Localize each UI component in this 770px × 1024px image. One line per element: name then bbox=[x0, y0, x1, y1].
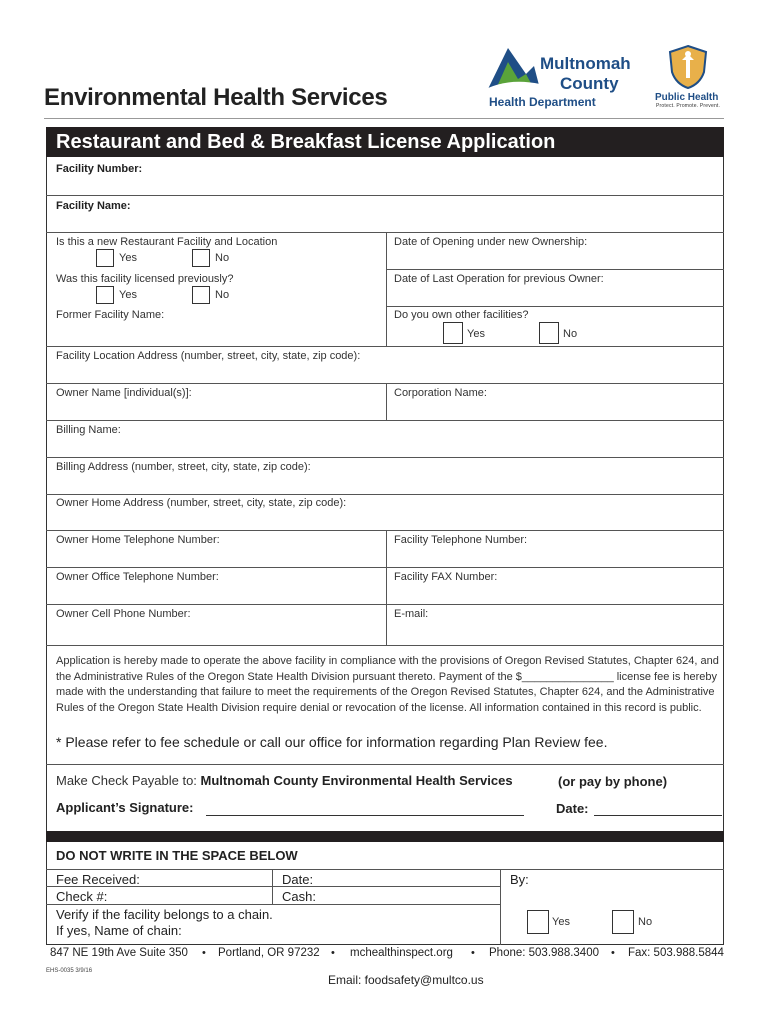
own-other-label: Do you own other facilities? bbox=[394, 309, 529, 321]
new-facility-no-checkbox[interactable] bbox=[192, 249, 210, 267]
facility-fax-label: Facility FAX Number: bbox=[394, 571, 498, 583]
corporation-name-label: Corporation Name: bbox=[394, 387, 487, 399]
owner-name-label: Owner Name [individual(s)]: bbox=[56, 387, 192, 399]
licensed-yes-label: Yes bbox=[119, 289, 137, 301]
signature-field[interactable] bbox=[206, 815, 524, 816]
owner-cell-phone-label: Owner Cell Phone Number: bbox=[56, 608, 191, 620]
logo-text-county: County bbox=[560, 74, 619, 93]
footer-fax: Fax: 503.988.5844 bbox=[628, 947, 724, 959]
licensed-no-checkbox[interactable] bbox=[192, 286, 210, 304]
facility-phone-label: Facility Telephone Number: bbox=[394, 534, 528, 546]
logo-text-multnomah: Multnomah bbox=[540, 54, 631, 73]
chain-no-label: No bbox=[638, 916, 653, 928]
date-opening-label: Date of Opening under new Ownership: bbox=[394, 236, 588, 248]
check-number-label: Check #: bbox=[56, 889, 108, 904]
footer-bullet: • bbox=[202, 947, 206, 959]
public-health-shield-icon bbox=[668, 44, 708, 90]
terms-paragraph: Application is hereby made to operate the above facility in compliance with the provisions of Oregon Revised Statutes, Chapter 624, and the Administrative Rules of the Oregon State Health Division pursuant thereto. Payment of the $_______________ license fee is hereby made with the understanding that failure to meet the requirements of the Oregon Revised Statutes, Chapter 624, and the Administrative Rules of the Oregon State Health Division require denial or revocation of the license. All information contained in this record is public. bbox=[56, 655, 719, 714]
billing-address-label: Billing Address (number, street, city, state, zip code): bbox=[56, 461, 311, 473]
date-field[interactable] bbox=[594, 815, 722, 816]
footer-phone: Phone: 503.988.3400 bbox=[489, 947, 599, 959]
section-divider-bar bbox=[46, 831, 724, 842]
chain-yes-checkbox[interactable] bbox=[527, 910, 549, 934]
own-other-no-checkbox[interactable] bbox=[539, 322, 559, 344]
row-divider bbox=[46, 457, 724, 458]
footer-bullet: • bbox=[331, 947, 335, 959]
former-facility-name-label: Former Facility Name: bbox=[56, 309, 165, 321]
logo-text-health-dept: Health Department bbox=[489, 95, 596, 109]
owner-office-phone-label: Owner Office Telephone Number: bbox=[56, 571, 219, 583]
column-divider bbox=[272, 869, 273, 904]
chain-name-label: If yes, Name of chain: bbox=[56, 923, 182, 938]
header-rule bbox=[44, 118, 724, 119]
verify-chain-label: Verify if the facility belongs to a chain. bbox=[56, 907, 273, 922]
own-other-no-label: No bbox=[563, 328, 578, 340]
billing-name-label: Billing Name: bbox=[56, 424, 121, 436]
date-last-operation-label: Date of Last Operation for previous Owner: bbox=[394, 273, 604, 285]
new-facility-label: Is this a new Restaurant Facility and Location bbox=[56, 236, 278, 248]
own-other-yes-label: Yes bbox=[467, 328, 485, 340]
fee-received-label: Fee Received: bbox=[56, 872, 140, 887]
row-divider bbox=[46, 195, 724, 196]
footer-address: 847 NE 19th Ave Suite 350 bbox=[50, 947, 188, 959]
row-divider bbox=[386, 306, 724, 307]
row-divider bbox=[46, 383, 724, 384]
new-facility-no-label: No bbox=[215, 252, 230, 264]
row-divider bbox=[46, 232, 724, 233]
payable-prefix: Make Check Payable to: bbox=[56, 773, 201, 788]
footer-website-link[interactable]: mchealthinspect.org bbox=[350, 947, 453, 959]
row-divider bbox=[46, 494, 724, 495]
licensed-previously-label: Was this facility licensed previously? bbox=[56, 273, 234, 285]
row-divider bbox=[46, 869, 724, 870]
chain-yes-label: Yes bbox=[552, 916, 570, 928]
footer-bullet: • bbox=[611, 947, 615, 959]
signature-label: Applicant’s Signature: bbox=[56, 800, 194, 815]
cash-label: Cash: bbox=[282, 889, 316, 904]
footer-bullet: • bbox=[471, 947, 475, 959]
email-label: E-mail: bbox=[394, 608, 429, 620]
location-address-label: Facility Location Address (number, street, city, state, zip code): bbox=[56, 350, 361, 362]
row-divider bbox=[46, 420, 724, 421]
owner-home-phone-label: Owner Home Telephone Number: bbox=[56, 534, 220, 546]
office-by-label: By: bbox=[510, 872, 529, 887]
new-facility-yes-checkbox[interactable] bbox=[96, 249, 114, 267]
row-divider bbox=[46, 904, 500, 905]
owner-home-address-label: Owner Home Address (number, street, city, state, zip code): bbox=[56, 497, 347, 509]
office-use-title: DO NOT WRITE IN THE SPACE BELOW bbox=[56, 848, 298, 863]
column-divider bbox=[386, 530, 387, 645]
payable-to: Multnomah County Environmental Health Services bbox=[200, 773, 513, 788]
own-other-yes-checkbox[interactable] bbox=[443, 322, 463, 344]
row-divider bbox=[46, 530, 724, 531]
row-divider bbox=[46, 764, 724, 765]
row-divider bbox=[386, 269, 724, 270]
office-date-label: Date: bbox=[282, 872, 314, 887]
form-title: Restaurant and Bed & Breakfast License Application bbox=[56, 131, 556, 153]
footer-email[interactable]: Email: foodsafety@multco.us bbox=[328, 973, 484, 987]
facility-name-label: Facility Name: bbox=[56, 200, 131, 212]
new-facility-yes-label: Yes bbox=[119, 252, 137, 264]
chain-no-checkbox[interactable] bbox=[612, 910, 634, 934]
date-label: Date: bbox=[556, 801, 589, 816]
form-number: EHS-0035 3/9/16 bbox=[46, 968, 93, 974]
page-title: Environmental Health Services bbox=[44, 84, 388, 111]
public-health-text: Public Health bbox=[655, 92, 719, 103]
column-divider bbox=[386, 383, 387, 420]
row-divider bbox=[46, 567, 724, 568]
footer-city: Portland, OR 97232 bbox=[218, 947, 320, 959]
column-divider bbox=[500, 869, 501, 945]
row-divider bbox=[46, 604, 724, 605]
public-health-tagline: Protect. Promote. Prevent. bbox=[656, 103, 721, 109]
payable-line bbox=[56, 773, 513, 788]
row-divider bbox=[46, 346, 724, 347]
licensed-yes-checkbox[interactable] bbox=[96, 286, 114, 304]
column-divider bbox=[386, 232, 387, 346]
facility-number-label: Facility Number: bbox=[56, 163, 143, 175]
licensed-no-label: No bbox=[215, 289, 230, 301]
pay-by-phone: (or pay by phone) bbox=[558, 774, 668, 789]
plan-review-note: * Please refer to fee schedule or call our office for information regarding Plan Review fee. bbox=[56, 734, 608, 750]
row-divider bbox=[46, 645, 724, 646]
